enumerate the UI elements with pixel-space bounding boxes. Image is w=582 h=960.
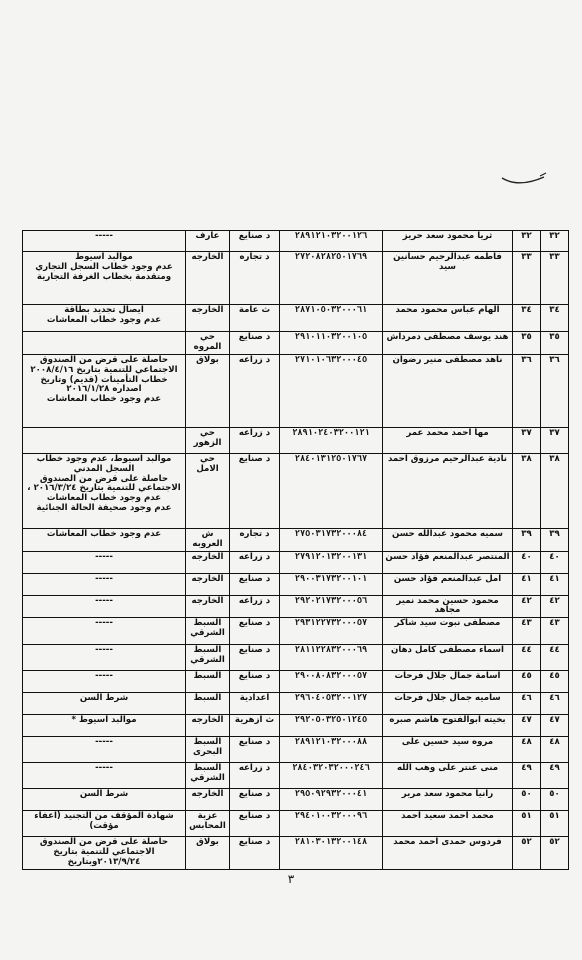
notes-cell <box>23 789 186 811</box>
table-row <box>23 354 569 427</box>
serial-number-cell: ٣٥ <box>513 332 541 355</box>
note-line: عدم وجود خطاب المعاشات <box>46 528 162 539</box>
table-row <box>23 693 569 715</box>
notes-cell <box>23 595 186 618</box>
row-index-cell: ٣٥ <box>541 332 569 355</box>
area-cell: الخارجه <box>186 789 230 811</box>
note-line: حاصلة على قرض من الصندوق الاجتماعي للتنمية بتاريخ ٢٠٠٨/٤/١٦ <box>30 354 178 375</box>
national-id-cell: ٢٨٤٠١٣١٢٥٠١٧٦٧ <box>280 453 383 528</box>
area-cell: الخارجه <box>186 595 230 618</box>
note-line: عدم وجود خطاب المعاشات <box>46 314 162 325</box>
serial-number-cell: ٤٥ <box>513 671 541 693</box>
qualification-cell: د زراعه <box>230 763 280 789</box>
row-index-cell: ٣٢ <box>541 231 569 252</box>
national-id-cell: ٢٨١١٢٢٨٣٢٠٠٠٦٩ <box>280 645 383 671</box>
note-line: شرط السن <box>79 789 129 800</box>
note-line: موالبد اسيوط، عدم وجود خطاب السجل المدني <box>36 453 172 474</box>
qualification-cell: د صنايع <box>230 811 280 837</box>
national-id-cell: ٢٧٢٠٨٢٨٢٥٠١٧٦٩ <box>280 252 383 305</box>
notes-cell <box>23 645 186 671</box>
national-id-cell: ٢٩٤٠١٠٠٣٢٠٠٠٩٦ <box>280 811 383 837</box>
qualification-cell: ث عامة <box>230 305 280 332</box>
qualification-cell: د تجاره <box>230 528 280 551</box>
national-id-cell: ٢٧١٠١٠٦٣٢٠٠٠٤٥ <box>280 354 383 427</box>
national-id-cell: ٢٩٥٠٩٢٩٣٢٠٠٠٤١ <box>280 789 383 811</box>
qualification-cell: ث ازهرية <box>230 715 280 737</box>
notes-cell <box>23 737 186 763</box>
serial-number-cell: ٣٦ <box>513 354 541 427</box>
note-line: ----- <box>95 618 113 629</box>
row-index-cell: ٤١ <box>541 573 569 595</box>
national-id-cell: ٢٧٩١٢٠١٣٢٠٠١٣١ <box>280 551 383 573</box>
area-cell: السبط <box>186 671 230 693</box>
table-row <box>23 763 569 789</box>
notes-cell <box>23 715 186 737</box>
row-index-cell: ٣٣ <box>541 252 569 305</box>
table-row <box>23 305 569 332</box>
full-name-cell: ساميه جمال جلال فرحات <box>383 693 513 715</box>
full-name-cell: امل عبدالمنعم فؤاد حسن <box>383 573 513 595</box>
note-line: شرط السن <box>79 693 129 704</box>
full-name-cell: مروه سيد حسين على <box>383 737 513 763</box>
area-cell: السبط البحرى <box>186 737 230 763</box>
table-row <box>23 595 569 618</box>
full-name-cell: اسامة جمال جلال فرحات <box>383 671 513 693</box>
qualification-cell: د صنايع <box>230 453 280 528</box>
table-row <box>23 332 569 355</box>
table-row <box>23 737 569 763</box>
full-name-cell: مها احمد محمد عمر <box>383 427 513 453</box>
qualification-cell: د صنايع <box>230 789 280 811</box>
full-name-cell: هند يوسف مصطفى دمرداش <box>383 332 513 355</box>
note-line: ----- <box>95 645 113 656</box>
table-row <box>23 715 569 737</box>
notes-cell <box>23 551 186 573</box>
serial-number-cell: ٣٩ <box>513 528 541 551</box>
note-line: شهادة المؤقف من التجنيد (اعفاء مؤقت) <box>34 811 174 832</box>
table-row <box>23 837 569 870</box>
full-name-cell: اسماء مصطفى كامل دهان <box>383 645 513 671</box>
table-row <box>23 645 569 671</box>
area-cell: عزبة المحابس <box>186 811 230 837</box>
note-line: ----- <box>95 573 113 584</box>
qualification-cell: د صنايع <box>230 671 280 693</box>
area-cell: الخارجه <box>186 573 230 595</box>
row-index-cell: ٣٨ <box>541 453 569 528</box>
serial-number-cell: ٣٢ <box>513 231 541 252</box>
serial-number-cell: ٤٠ <box>513 551 541 573</box>
row-index-cell: ٥٠ <box>541 789 569 811</box>
area-cell: حي الامل <box>186 453 230 528</box>
qualification-cell: د صنايع <box>230 618 280 645</box>
notes-cell <box>23 528 186 551</box>
national-id-cell: ٢٩٣١٢٢٧٣٢٠٠٠٥٧ <box>280 618 383 645</box>
qualification-cell: د زراعه <box>230 595 280 618</box>
notes-cell <box>23 252 186 305</box>
serial-number-cell: ٥١ <box>513 811 541 837</box>
full-name-cell: منى عنتر على وهب الله <box>383 763 513 789</box>
national-id-cell: ٢٩٢٠٥٠٣٢٥٠١٢٤٥ <box>280 715 383 737</box>
area-cell: السبط الشرقي <box>186 645 230 671</box>
full-name-cell: فاطمه عبدالرحيم حسانين سيد <box>383 252 513 305</box>
area-cell: عارف <box>186 231 230 252</box>
qualification-cell: اعدادية <box>230 693 280 715</box>
full-name-cell: بخيته ابوالفتوح هاشم صبره <box>383 715 513 737</box>
table-row <box>23 231 569 252</box>
row-index-cell: ٤٣ <box>541 618 569 645</box>
national-id-cell: ٢٨٤٠٣٢٠٣٢٠٠٠٢٤٦ <box>280 763 383 789</box>
area-cell: بولاق <box>186 354 230 427</box>
note-line: ----- <box>95 671 113 682</box>
qualification-cell: د زراعه <box>230 427 280 453</box>
national-id-cell: ٢٩٠٠٨٠٨٣٢٠٠٠٥٧ <box>280 671 383 693</box>
full-name-cell: مصطفى نبوت سيد شاكر <box>383 618 513 645</box>
row-index-cell: ٣٤ <box>541 305 569 332</box>
row-index-cell: ٤٢ <box>541 595 569 618</box>
notes-cell <box>23 354 186 427</box>
row-index-cell: ٣٩ <box>541 528 569 551</box>
full-name-cell: ناهد مصطفى منير رضوان <box>383 354 513 427</box>
national-id-cell: ٢٩٢٠٢١٧٣٢٠٠٠٥٦ <box>280 595 383 618</box>
serial-number-cell: ٤٤ <box>513 645 541 671</box>
area-cell: الخارجه <box>186 551 230 573</box>
area-cell: السبط الشرقي <box>186 763 230 789</box>
qualification-cell: د صنايع <box>230 573 280 595</box>
area-cell: حي المروه <box>186 332 230 355</box>
table-row <box>23 551 569 573</box>
serial-number-cell: ٤٩ <box>513 763 541 789</box>
serial-number-cell: ٥٠ <box>513 789 541 811</box>
qualification-cell: د صنايع <box>230 737 280 763</box>
area-cell: بولاق <box>186 837 230 870</box>
note-line: عدم وجود خطاب السجل التجاري ومتقدمة بخطاب الغرفة التجارية <box>35 261 173 282</box>
national-id-cell: ٢٩١٠١١٠٣٢٠٠١٠٥ <box>280 332 383 355</box>
area-cell: السبط الشرقي <box>186 618 230 645</box>
full-name-cell: الهام عباس محمود محمد <box>383 305 513 332</box>
notes-cell <box>23 231 186 252</box>
table-row <box>23 252 569 305</box>
notes-cell <box>23 618 186 645</box>
serial-number-cell: ٤٢ <box>513 595 541 618</box>
full-name-cell: سميه محمود عبدالله حسن <box>383 528 513 551</box>
national-id-cell: ٢٩٦٠٤٠٥٣٢٠٠١٢٧ <box>280 693 383 715</box>
full-name-cell: محمد احمد سعيد احمد <box>383 811 513 837</box>
notes-cell <box>23 305 186 332</box>
serial-number-cell: ٤١ <box>513 573 541 595</box>
note-line: ----- <box>95 231 113 241</box>
full-name-cell: محمود حسين محمد نمير مجاهد <box>383 595 513 618</box>
qualification-cell: د صنايع <box>230 332 280 355</box>
table-row <box>23 573 569 595</box>
row-index-cell: ٤٤ <box>541 645 569 671</box>
note-line: ----- <box>95 595 113 606</box>
row-index-cell: ٤٩ <box>541 763 569 789</box>
table-row <box>23 453 569 528</box>
notes-cell <box>23 837 186 870</box>
qualification-cell: د صنايع <box>230 645 280 671</box>
notes-cell <box>23 671 186 693</box>
serial-number-cell: ٣٨ <box>513 453 541 528</box>
qualification-cell: د صنايع <box>230 231 280 252</box>
national-id-cell: ٢٧٥٠٣١٧٣٢٠٠٠٨٤ <box>280 528 383 551</box>
area-cell: السبط <box>186 693 230 715</box>
notes-cell <box>23 427 186 453</box>
serial-number-cell: ٥٢ <box>513 837 541 870</box>
note-line: ----- <box>95 737 113 748</box>
serial-number-cell: ٣٧ <box>513 427 541 453</box>
notes-cell <box>23 811 186 837</box>
note-line: حاصلة على قرض من الصندوق الاجتماعي للتنمية بتاريخ ٢٠١٣/٩/٢٤وبتاريخ <box>39 837 169 867</box>
notes-cell <box>23 573 186 595</box>
serial-number-cell: ٤٣ <box>513 618 541 645</box>
note-line: ----- <box>95 763 113 774</box>
row-index-cell: ٤٦ <box>541 693 569 715</box>
serial-number-cell: ٤٧ <box>513 715 541 737</box>
note-line: خطاب التأمينات (قديم) وتاريخ اصداره ٢٠١٦/١/٢٨ <box>40 374 168 395</box>
notes-cell <box>23 763 186 789</box>
row-index-cell: ٥١ <box>541 811 569 837</box>
qualification-cell: د زراعه <box>230 354 280 427</box>
national-id-cell: ٢٨٩١٢١٠٣٢٠٠١٢٦ <box>280 231 383 252</box>
qualification-cell: د تجاره <box>230 252 280 305</box>
area-cell: الخارجه <box>186 715 230 737</box>
national-id-cell: ٢٨٧١٠٥٠٣٢٠٠٠٦١ <box>280 305 383 332</box>
qualification-cell: د زراعه <box>230 551 280 573</box>
full-name-cell: فردوس حمدى احمد محمد <box>383 837 513 870</box>
national-id-cell: ٢٩٠٠٣١٧٣٢٠٠١٠١ <box>280 573 383 595</box>
note-line: موالبد اسيوط <box>75 252 133 262</box>
pen-stroke-mark <box>500 168 548 188</box>
serial-number-cell: ٣٤ <box>513 305 541 332</box>
full-name-cell: ثريا محمود سعد حريز <box>383 231 513 252</box>
row-index-cell: ٤٠ <box>541 551 569 573</box>
national-id-cell: ٢٨١٠٣٠١٣٢٠٠١٤٨ <box>280 837 383 870</box>
table-row <box>23 618 569 645</box>
area-cell: الخارجه <box>186 305 230 332</box>
row-index-cell: ٤٧ <box>541 715 569 737</box>
beneficiaries-table <box>22 230 569 870</box>
area-cell: حي الزهور <box>186 427 230 453</box>
table-row <box>23 789 569 811</box>
note-line: عدم وجود صحيفة الحالة الجنائية <box>36 503 172 514</box>
row-index-cell: ٥٢ <box>541 837 569 870</box>
table-row <box>23 427 569 453</box>
full-name-cell: رانيا محمود سعد مرير <box>383 789 513 811</box>
page-number: ٣ <box>287 872 295 886</box>
notes-cell <box>23 693 186 715</box>
row-index-cell: ٣٦ <box>541 354 569 427</box>
full-name-cell: المنتصر عبدالمنعم فؤاد حسن <box>383 551 513 573</box>
serial-number-cell: ٤٦ <box>513 693 541 715</box>
note-line: موالبد اسيوط * <box>71 715 137 726</box>
table-row <box>23 811 569 837</box>
row-index-cell: ٤٥ <box>541 671 569 693</box>
serial-number-cell: ٤٨ <box>513 737 541 763</box>
notes-cell <box>23 453 186 528</box>
note-line: حاصلة على قرض من الصندوق الاجتماعي للتنمية بتاريخ ٢٠١٦/٣/٢٤ ، عدم وجود خطاب المعاشات <box>27 473 181 504</box>
qualification-cell: د صنايع <box>230 837 280 870</box>
national-id-cell: ٢٨٩١٠٢٤٠٣٢٠٠١٢١ <box>280 427 383 453</box>
area-cell: الخارجه <box>186 252 230 305</box>
full-name-cell: نادية عبدالرحيم مرزوق احمد <box>383 453 513 528</box>
note-line: ----- <box>95 551 113 562</box>
table-row <box>23 528 569 551</box>
note-line: ايصال تجديد بطاقة <box>64 305 144 315</box>
national-id-cell: ٢٨٩١٢١٠٣٢٠٠٠٨٨ <box>280 737 383 763</box>
serial-number-cell: ٣٣ <box>513 252 541 305</box>
row-index-cell: ٤٨ <box>541 737 569 763</box>
area-cell: ش العروبه <box>186 528 230 551</box>
row-index-cell: ٣٧ <box>541 427 569 453</box>
table-row <box>23 671 569 693</box>
note-line: عدم وجود خطاب المعاشات <box>46 394 162 405</box>
notes-cell <box>23 332 186 355</box>
